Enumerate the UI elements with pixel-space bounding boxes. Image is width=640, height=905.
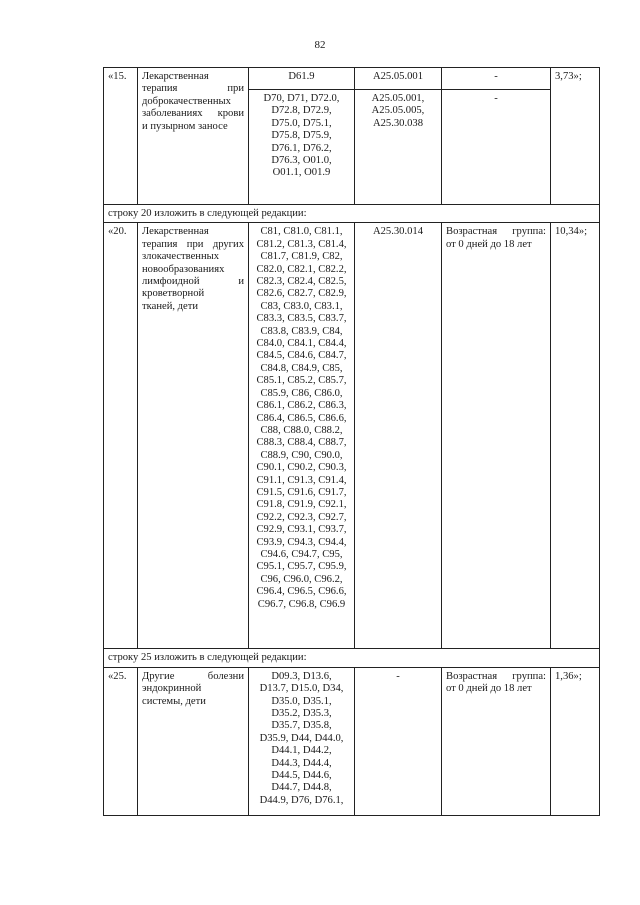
row-25-codes: D09.3, D13.6, D13.7, D15.0, D34, D35.0, D35.1, D35.2, D35.3, D35.7, D35.8, D35.9, D44, D44.0, D44.1, D44.2, D44.3, D44.4, D44.5, D44.6, D44.7, D44.8, D44.9, D76, D76.1, <box>249 667 355 815</box>
row-15-service-b: A25.05.001, A25.05.005, A25.30.038 <box>355 90 442 205</box>
row-15-codes-b: D70, D71, D72.0, D72.8, D72.9, D75.0, D75.1, D75.8, D75.9, D76.1, D76.2, D76.3, O01.0, O01.1, O01.9 <box>249 90 355 205</box>
tariff-table <box>103 67 600 816</box>
instruction-20-text: строку 20 изложить в следующей редакции: <box>104 205 600 223</box>
instruction-row-25 <box>104 649 600 667</box>
row-15-coefficient: 3,73»; <box>551 68 600 205</box>
row-25-service: - <box>355 667 442 815</box>
row-15-service-a: A25.05.001 <box>355 68 442 90</box>
table-row-25 <box>104 667 600 815</box>
row-20-service: A25.30.014 <box>355 223 442 649</box>
row-15-criteria-a: - <box>442 68 551 90</box>
row-20-criteria: Возрастная группа: от 0 дней до 18 лет <box>442 223 551 649</box>
row-25-name: Другие болезни эндокринной системы, дети <box>138 667 249 815</box>
instruction-25-text: строку 25 изложить в следующей редакции: <box>104 649 600 667</box>
row-20-number: «20. <box>104 223 138 649</box>
page-number: 82 <box>314 39 326 51</box>
row-20-name: Лекарственная терапия при других злокачественных новообразованиях лимфоидной и кроветворной тканей, дети <box>138 223 249 649</box>
instruction-row-20 <box>104 205 600 223</box>
row-15-name: Лекарственная терапия при доброкачественных заболеваниях крови и пузырном заносе <box>138 68 249 205</box>
row-15-codes-a: D61.9 <box>249 68 355 90</box>
row-20-coefficient: 10,34»; <box>551 223 600 649</box>
table-row-20 <box>104 223 600 649</box>
row-25-coefficient: 1,36»; <box>551 667 600 815</box>
row-25-number: «25. <box>104 667 138 815</box>
table-row-15 <box>104 68 600 90</box>
row-20-codes: C81, C81.0, C81.1, C81.2, C81.3, C81.4, C81.7, C81.9, C82, C82.0, C82.1, C82.2, C82.3, C82.4, C82.5, C82.6, C82.7, C82.9, C83, C83.0, C83.1, C83.3, C83.5, C83.7, C83.8, C83.9, C84, C84.0, C84.1, C84.4, C84.5, C84.6, C84.7, C84.8, C84.9, C85, C85.1, C85.2, C85.7, C85.9, C86, C86.0, C86.1, C86.2, C86.3, C86.4, C86.5, C86.6, C88, C88.0, C88.2, C88.3, C88.4, C88.7, C88.9, C90, C90.0, C90.1, C90.2, C90.3, C91.1, C91.3, C91.4, C91.5, C91.6, C91.7, C91.8, C91.9, C92.1, C92.2, C92.3, C92.7, C92.9, C93.1, C93.7, C93.9, C94.3, C94.4, C94.6, C94.7, C95, C95.1, C95.7, C95.9, C96, C96.0, C96.2, C96.4, C96.5, C96.6, C96.7, C96.8, C96.9 <box>249 223 355 649</box>
row-15-criteria-b: - <box>442 90 551 205</box>
row-25-criteria: Возрастная группа: от 0 дней до 18 лет <box>442 667 551 815</box>
row-15-number: «15. <box>104 68 138 205</box>
